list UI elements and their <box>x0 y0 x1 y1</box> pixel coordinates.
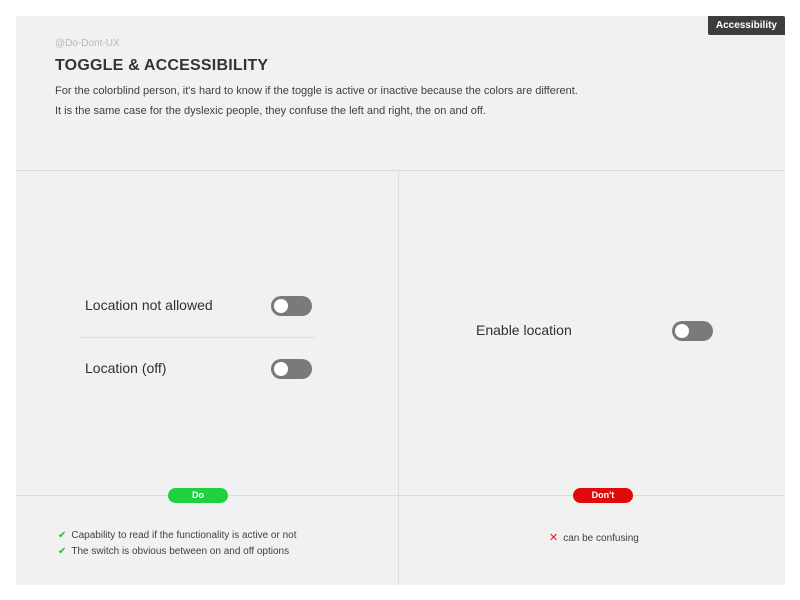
divider <box>16 170 785 171</box>
category-tag: Accessibility <box>708 16 785 35</box>
do-badge: Do <box>168 488 228 503</box>
check-icon: ✔ <box>58 530 67 541</box>
location-not-allowed-toggle[interactable] <box>271 296 312 316</box>
divider <box>16 495 785 496</box>
dont-note: ✕ can be confusing <box>549 532 639 544</box>
enable-location-toggle[interactable] <box>672 321 713 341</box>
do-note: ✔ Capability to read if the functionality is active or not <box>58 530 297 541</box>
setting-label: Enable location <box>476 322 572 338</box>
row-separator <box>81 337 315 338</box>
toggle-knob <box>274 362 288 376</box>
cross-icon: ✕ <box>549 532 559 544</box>
do-note: ✔ The switch is obvious between on and off options <box>58 546 290 557</box>
description-line: It is the same case for the dyslexic people, they confuse the left and right, the on and off. <box>55 105 486 117</box>
description <box>55 81 755 121</box>
divider <box>398 170 399 585</box>
setting-label: Location not allowed <box>85 297 213 313</box>
page-title: TOGGLE & ACCESSIBILITY <box>55 57 269 74</box>
toggle-knob <box>675 324 689 338</box>
check-icon: ✔ <box>58 546 67 557</box>
description-line: For the colorblind person, it's hard to know if the toggle is active or inactive because the colors are different. <box>55 85 578 97</box>
setting-label: Location (off) <box>85 360 167 376</box>
example-card <box>16 16 785 585</box>
dont-badge: Don't <box>573 488 633 503</box>
location-off-toggle[interactable] <box>271 359 312 379</box>
author-handle: @Do-Dont-UX <box>55 38 120 49</box>
toggle-knob <box>274 299 288 313</box>
